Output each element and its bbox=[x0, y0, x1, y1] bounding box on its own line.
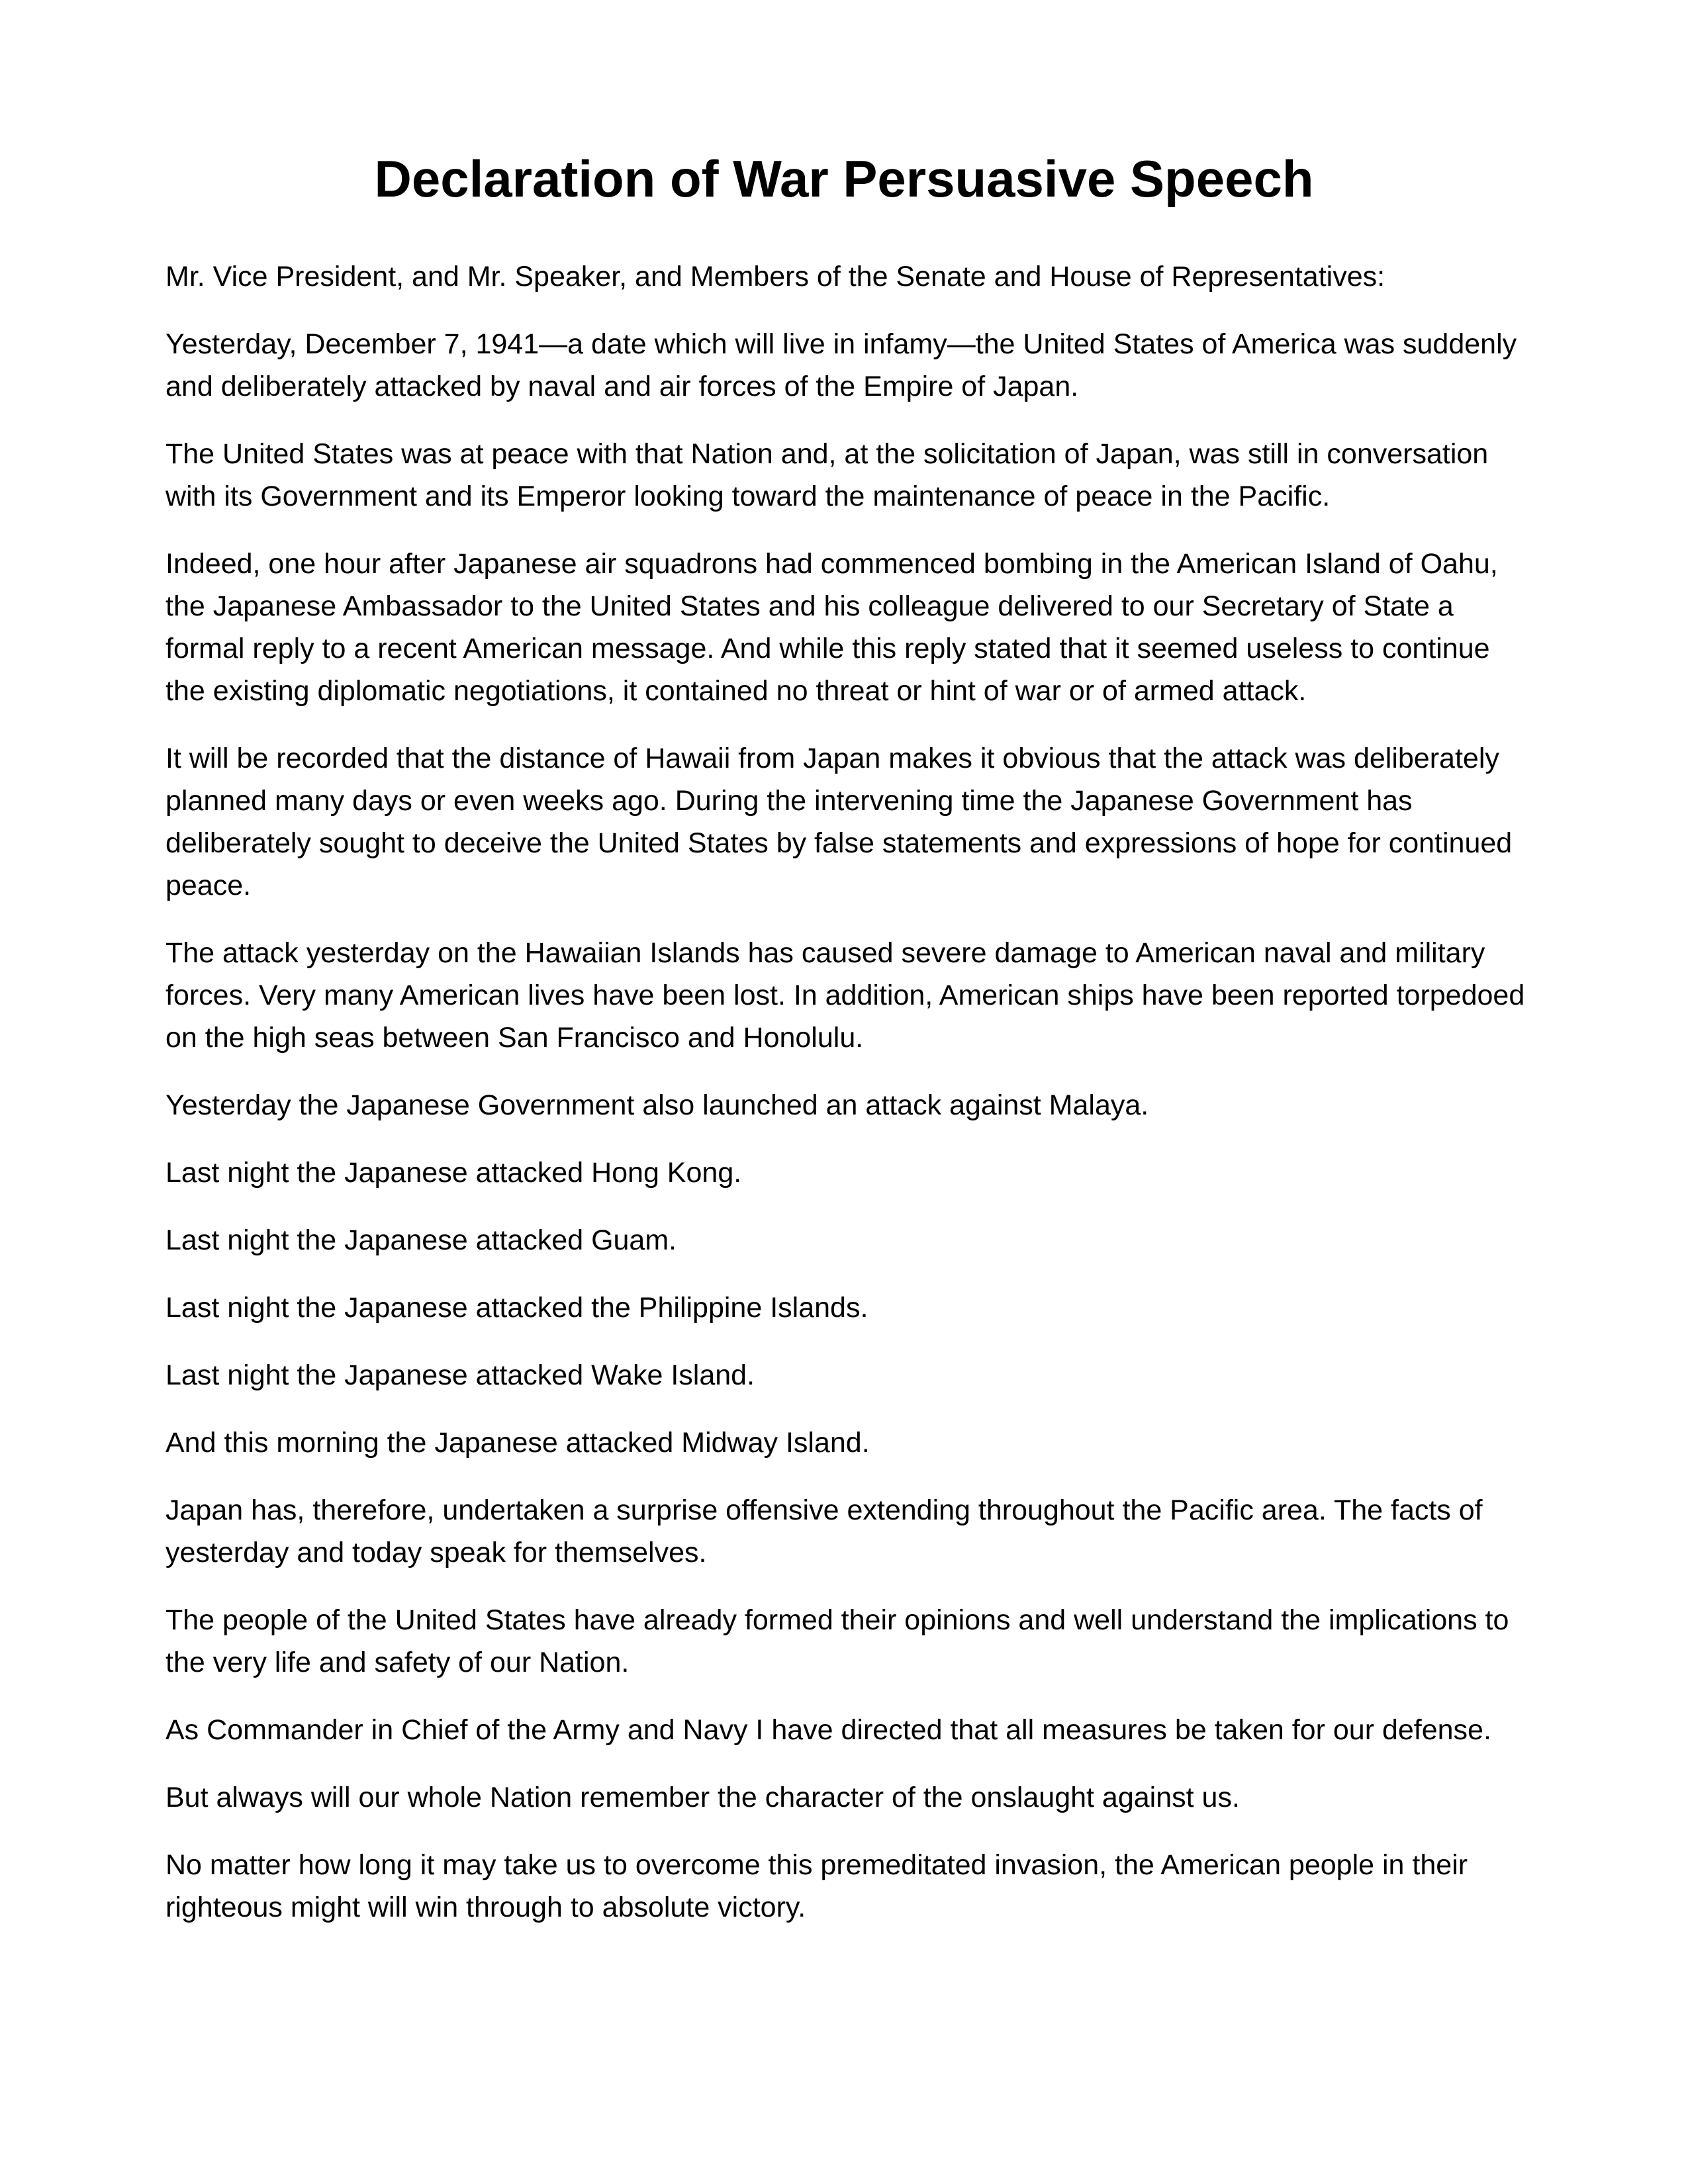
paragraph-remember-onslaught: But always will our whole Nation remember the character of the onslaught against us. bbox=[165, 1782, 1240, 1813]
speech-body bbox=[165, 255, 1529, 1954]
paragraph-commander-in-chief: As Commander in Chief of the Army and Navy I have directed that all measures be taken for our defense. bbox=[165, 1714, 1491, 1746]
paragraph-midway: And this morning the Japanese attacked Midway Island. bbox=[165, 1427, 870, 1459]
paragraph-malaya: Yesterday the Japanese Government also launched an attack against Malaya. bbox=[165, 1089, 1149, 1121]
paragraph-salutation: Mr. Vice President, and Mr. Speaker, and Members of the Senate and House of Representatives: bbox=[165, 261, 1385, 293]
paragraph-peace-context: The United States was at peace with that Nation and, at the solicitation of Japan, was still in conversation with its Government and its Emperor looking toward the maintenance of peace in the Pacific. bbox=[165, 438, 1489, 512]
paragraph-hong-kong: Last night the Japanese attacked Hong Kong. bbox=[165, 1157, 742, 1189]
paragraph-diplomatic-reply: Indeed, one hour after Japanese air squadrons had commenced bombing in the American Island of Oahu, the Japanese Ambassador to the United States and his colleague delivered to our Secretary of State a formal reply to a recent American message. And while this reply stated that it seemed useless to continue the existing diplomatic negotiations, it contained no threat or hint of war or of armed attack. bbox=[165, 548, 1498, 707]
paragraph-absolute-victory: No matter how long it may take us to overcome this premeditated invasion, the American people in their righteous might will win through to absolute victory. bbox=[165, 1849, 1468, 1923]
page-title: Declaration of War Persuasive Speech bbox=[374, 150, 1314, 208]
paragraph-damage-report: The attack yesterday on the Hawaiian Islands has caused severe damage to American naval and military forces. Very many American lives have been lost. In addition, American ships have been reported torpedoed on the high seas between San Francisco and Honolulu. bbox=[165, 937, 1525, 1054]
paragraph-surprise-offensive: Japan has, therefore, undertaken a surprise offensive extending throughout the Pacific area. The facts of yesterday and today speak for themselves. bbox=[165, 1494, 1483, 1569]
paragraph-philippines: Last night the Japanese attacked the Philippine Islands. bbox=[165, 1292, 868, 1324]
paragraph-attack-announcement: Yesterday, December 7, 1941—a date which will live in infamy—the United States of America was suddenly and deliberately attacked by naval and air forces of the Empire of Japan. bbox=[165, 328, 1517, 402]
paragraph-wake-island: Last night the Japanese attacked Wake Island. bbox=[165, 1359, 755, 1391]
paragraph-deliberate-planning: It will be recorded that the distance of Hawaii from Japan makes it obvious that the attack was deliberately planned many days or even weeks ago. During the intervening time the Japanese Government has deliberately sought to deceive the United States by false statements and expressions of hope for continued peace. bbox=[165, 743, 1513, 901]
paragraph-guam: Last night the Japanese attacked Guam. bbox=[165, 1224, 677, 1256]
paragraph-public-opinion: The people of the United States have already formed their opinions and well understand the implications to the very life and safety of our Nation. bbox=[165, 1604, 1509, 1678]
